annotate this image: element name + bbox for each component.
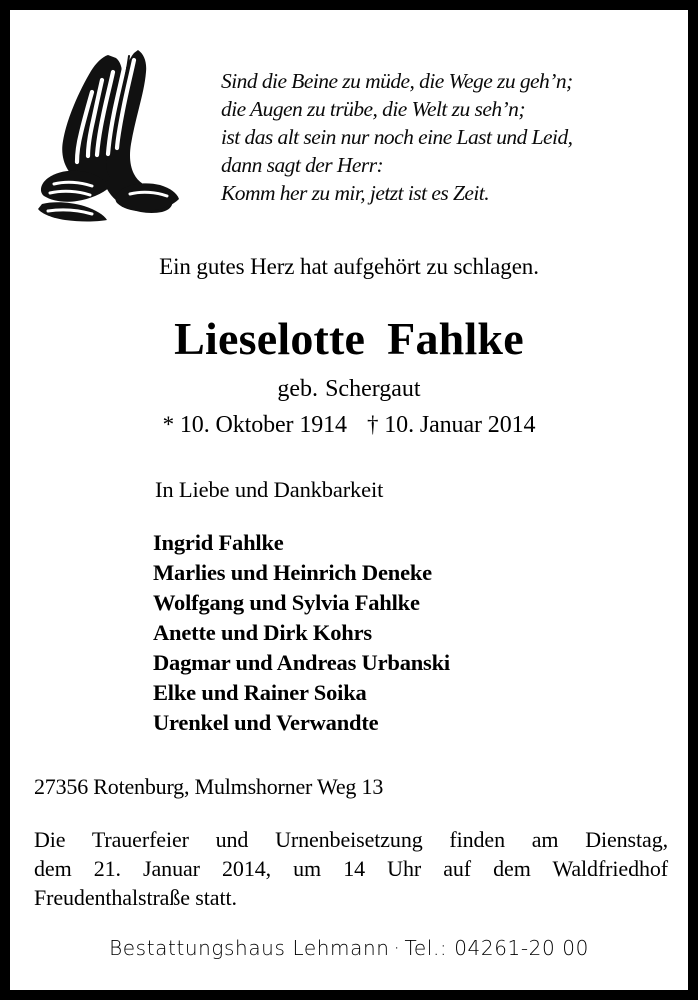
birth-date: 10. Oktober 1914 [179, 412, 347, 438]
poem-line: dann sagt der Herr: [221, 153, 384, 177]
mourners-list [153, 528, 623, 738]
praying-hands-icon [30, 38, 190, 223]
deceased-last-name: Fahlke [387, 313, 524, 364]
poem-line: Komm her zu mir, jetzt ist es Zeit. [221, 181, 490, 205]
memorial-poem [221, 67, 621, 207]
birth-symbol-icon: * [162, 412, 174, 437]
cross-dagger-icon: † [366, 412, 379, 437]
deceased-name [10, 313, 688, 365]
poem-line: Sind die Beine zu müde, die Wege zu geh’n; [221, 69, 573, 93]
maiden-name: Schergaut [325, 376, 421, 402]
maiden-prefix: geb. [277, 376, 319, 402]
list-item: Anette und Dirk Kohrs [153, 620, 372, 645]
opening-sentence: Ein gutes Herz hat aufgehört zu schlagen. [159, 254, 539, 279]
bullet-separator-icon: · [393, 936, 401, 960]
life-dates [10, 409, 688, 441]
notice-inner [10, 10, 688, 990]
phone-number: 04261-20 00 [454, 936, 589, 960]
funeral-home-name: Bestattungshaus Lehmann [109, 936, 390, 960]
list-item: Elke und Rainer Soika [153, 680, 367, 705]
arrangements-line: Die Trauerfeier und Urnenbeisetzung finden am Dienstag, [34, 827, 668, 852]
phone-label: Tel.: [404, 936, 448, 960]
maiden-name-line [10, 374, 688, 404]
poem-line: ist das alt sein nur noch eine Last und Leid, [221, 125, 573, 149]
list-item: Ingrid Fahlke [153, 530, 284, 555]
dedication-text: In Liebe und Dankbarkeit [155, 477, 384, 502]
funeral-home-footer [10, 935, 688, 961]
arrangements-line: Freudenthalstraße statt. [34, 885, 237, 910]
poem-line: die Augen zu trübe, die Welt zu seh’n; [221, 97, 525, 121]
list-item: Dagmar und Andreas Urbanski [153, 650, 450, 675]
deceased-first-name: Lieselotte [174, 313, 366, 364]
list-item: Urenkel und Verwandte [153, 710, 379, 735]
death-date: 10. Januar 2014 [384, 412, 536, 438]
family-address: 27356 Rotenburg, Mulmshorner Weg 13 [34, 774, 384, 799]
funeral-arrangements [34, 825, 668, 912]
arrangements-line: dem 21. Januar 2014, um 14 Uhr auf dem Waldfriedhof [34, 856, 668, 881]
list-item: Marlies und Heinrich Deneke [153, 560, 432, 585]
list-item: Wolfgang und Sylvia Fahlke [153, 590, 420, 615]
